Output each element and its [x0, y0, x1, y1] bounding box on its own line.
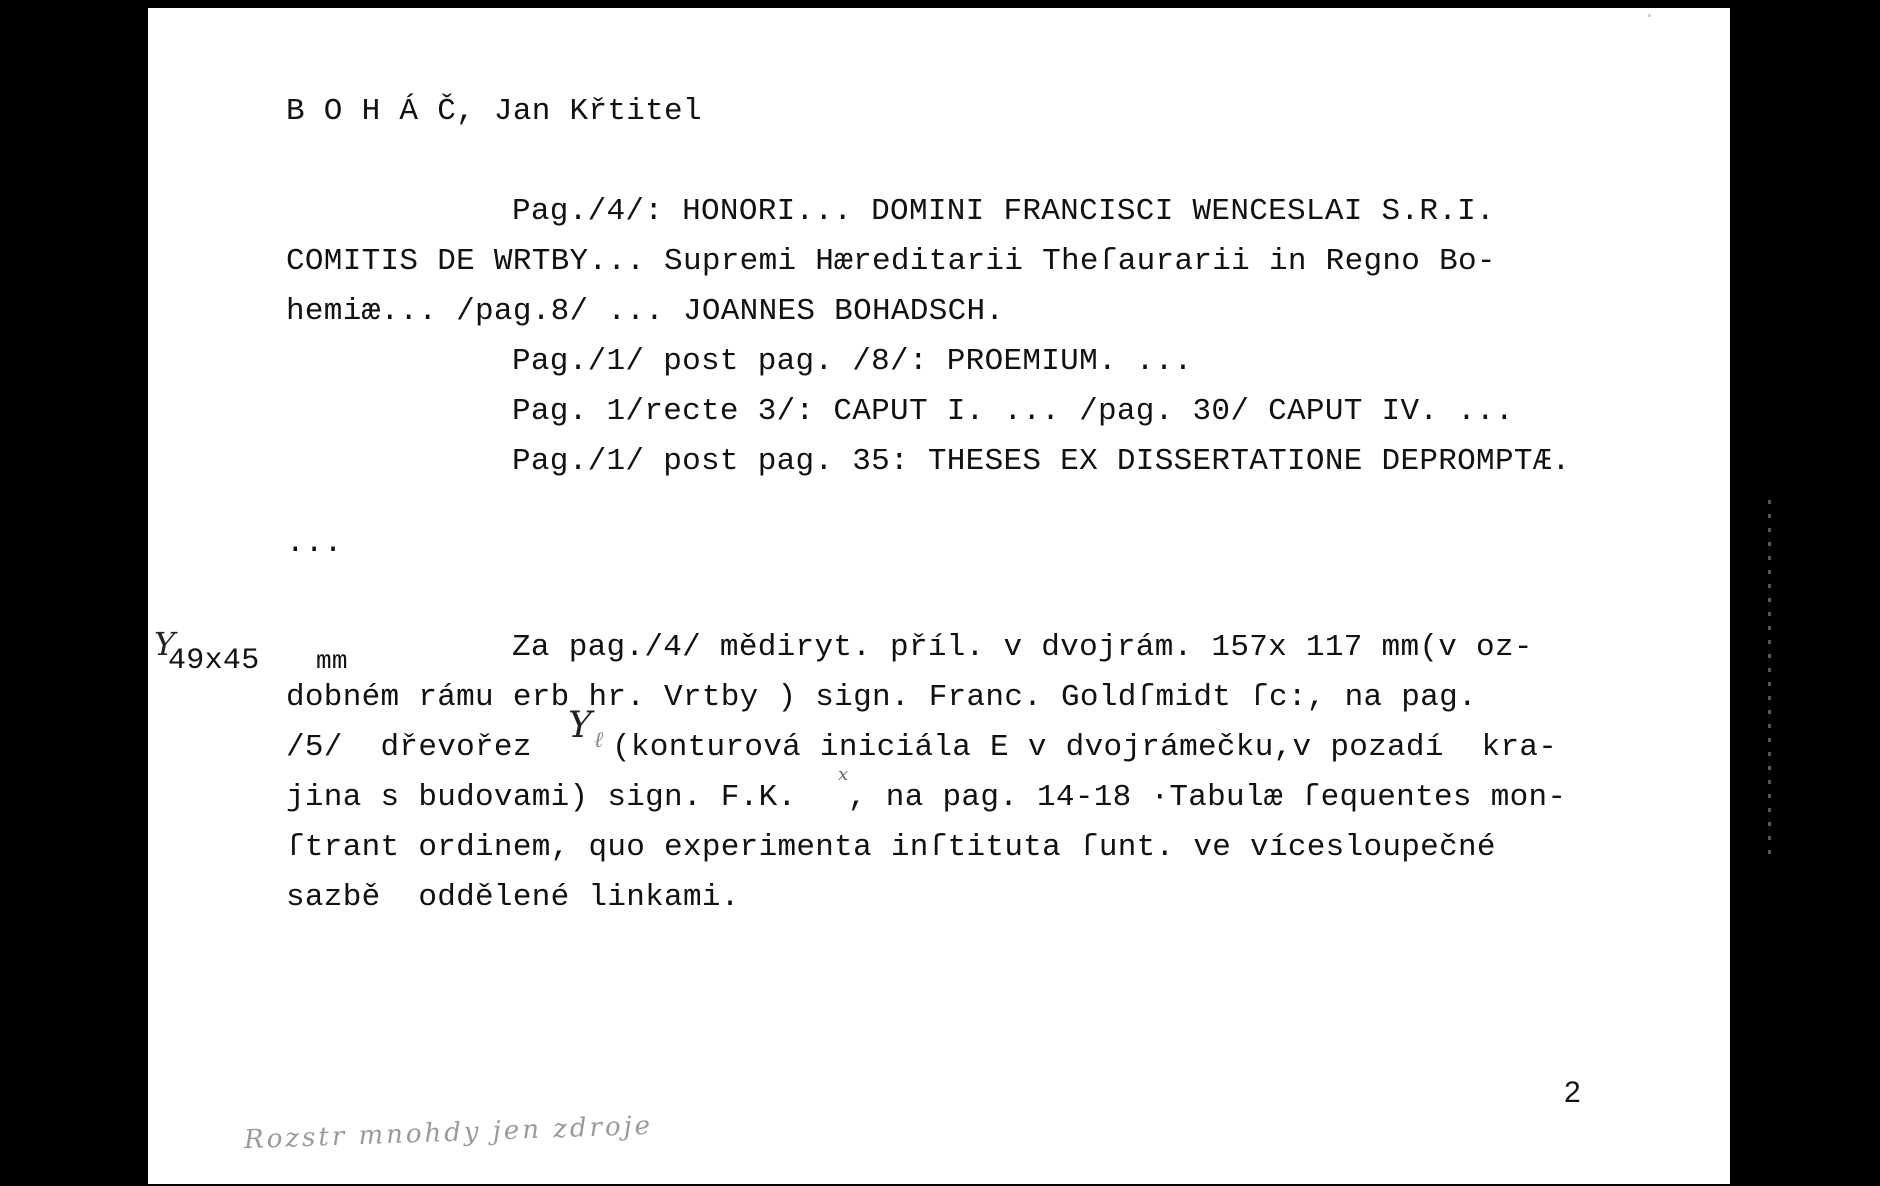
margin-note: 49x45 — [168, 644, 260, 678]
para1-line: COMITIS DE WRTBY... Supremi Hæreditarii Theſaurarii in Regno Bo- — [286, 244, 1496, 279]
page-number: 2 — [1564, 1076, 1581, 1109]
hand-mark-a: Y — [568, 705, 592, 746]
hand-mark-b: ℓ — [594, 728, 604, 753]
handwritten-footer: Rozstr mnohdy jen zdroje — [243, 1110, 654, 1156]
para2-line: (konturová iniciála E v dvojrámečku,v pozadí kra- — [612, 730, 1558, 765]
para2-line: Za pag./4/ mědiryt. příl. v dvojrám. 157x 117 mm(v oz- — [512, 630, 1533, 665]
para1-line: Pag. 1/recte 3/: CAPUT I. ... /pag. 30/ CAPUT IV. ... — [512, 394, 1514, 429]
para1-line: Pag./1/ post pag. /8/: PROEMIUM. ... — [512, 344, 1193, 379]
margin-mark: Y — [154, 625, 176, 663]
para2-line: /5/ dřevořez — [286, 730, 532, 765]
para1-line: hemiæ... /pag.8/ ... JOANNES BOHADSCH. — [286, 294, 1005, 329]
catalog-card — [148, 8, 1730, 1184]
para1-line: Pag./4/: HONORI... DOMINI FRANCISCI WENCESLAI S.R.I. — [512, 194, 1495, 229]
para2-line: dobném rámu erb hr. Vrtby ) sign. Franc. Goldſmidt ſc:, na pag. — [286, 680, 1477, 715]
scan-speck — [1648, 14, 1651, 17]
para1-line: Pag./1/ post pag. 35: THESES EX DISSERTATIONE DEPROMPTÆ. — [512, 444, 1571, 479]
para1-line: ... — [286, 526, 343, 561]
margin-unit: mm — [316, 646, 348, 676]
hand-mark-c: x — [838, 764, 849, 785]
para2-line: , na pag. 14-18 ·Tabulæ ſequentes mon- — [848, 780, 1567, 815]
para2-line: ſtrant ordinem, quo experimenta inſtituta ſunt. ve vícesloupečné — [286, 830, 1496, 865]
card-heading: B O H Á Č, Jan Křtitel — [286, 94, 702, 129]
para2-line: jina s budovami) sign. F.K. — [286, 780, 797, 815]
edge-perforation — [1768, 500, 1771, 860]
para2-line: sazbě oddělené linkami. — [286, 880, 740, 915]
